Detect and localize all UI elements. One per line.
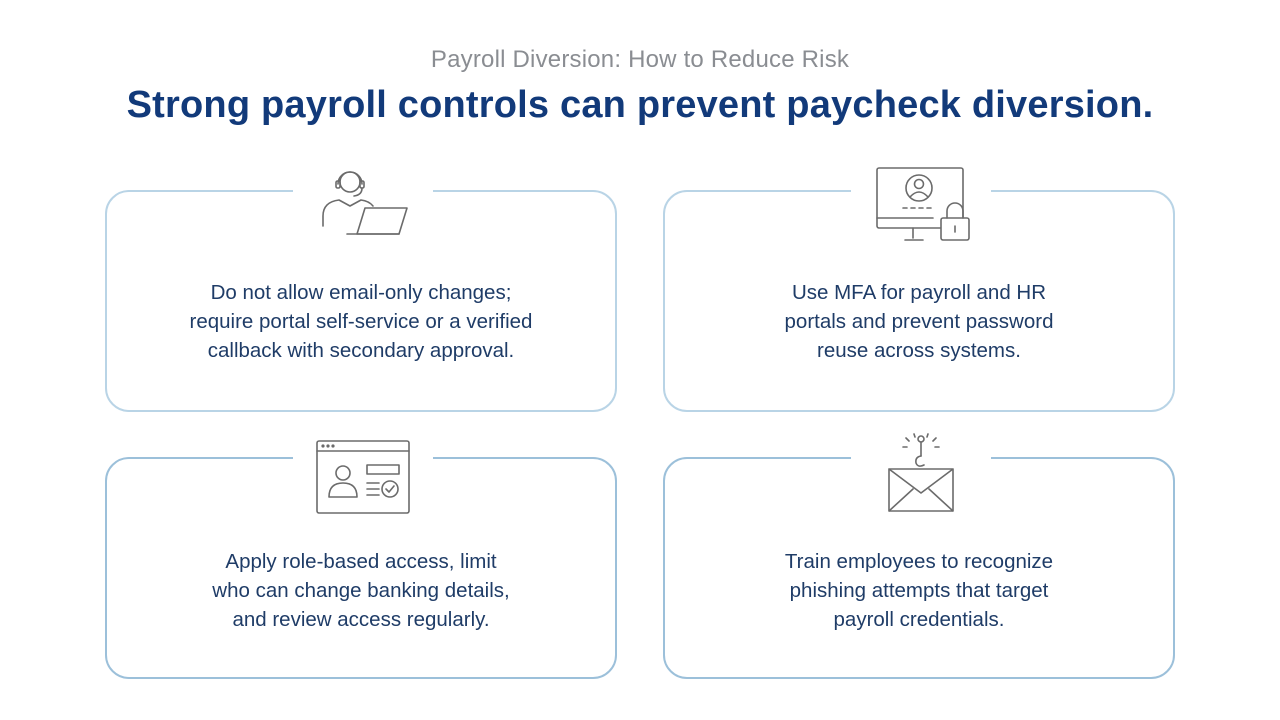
slide-title: Strong payroll controls can prevent paycheck diversion. (126, 84, 1154, 126)
card-text: Apply role-based access, limit who can change banking details, and review access regularly. (212, 550, 510, 631)
card-mfa (663, 190, 1175, 412)
monitor-user-lock-icon (861, 166, 981, 248)
card-text: Do not allow email-only changes; require portal self-service or a verified callback with secondary approval. (189, 281, 533, 362)
slide-subtitle: Payroll Diversion: How to Reduce Risk (430, 46, 850, 73)
card-text: Use MFA for payroll and HR portals and prevent password reuse across systems. (784, 281, 1054, 362)
card-role-based-access (105, 457, 617, 679)
support-agent-laptop-icon (303, 166, 423, 248)
card-email-only-changes (105, 190, 617, 412)
card-phishing-training (663, 457, 1175, 679)
id-card-check-icon (303, 433, 423, 515)
card-text: Train employees to recognize phishing attempts that target payroll credentials. (784, 550, 1054, 631)
phishing-hook-envelope-icon (861, 433, 981, 515)
